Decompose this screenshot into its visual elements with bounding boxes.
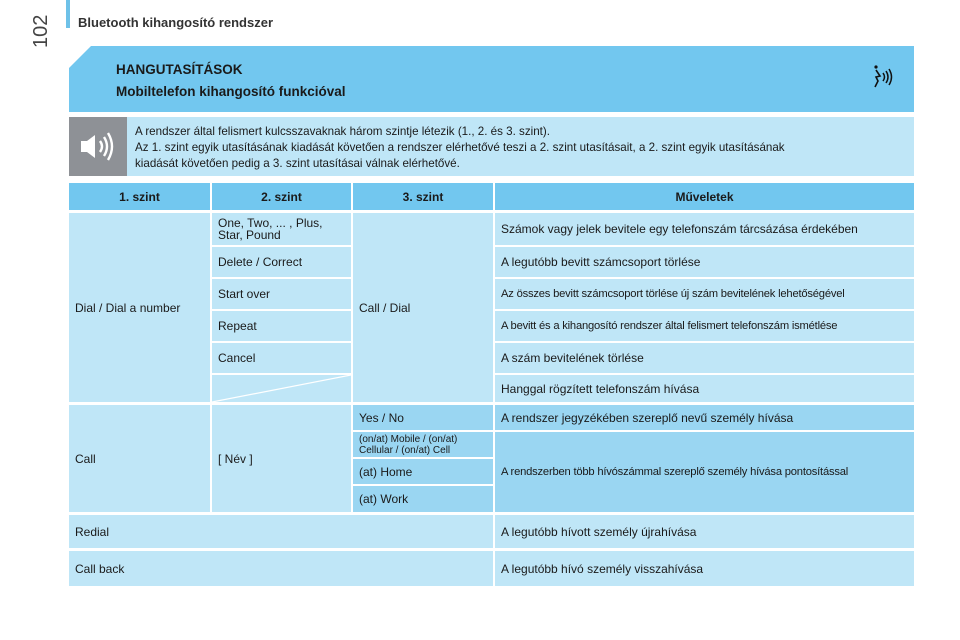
call-action-multiple-numbers: A rendszerben több hívószámmal szereplő személy hívása pontosítással: [495, 432, 914, 512]
numbers-line-2: Star, Pound: [218, 228, 281, 242]
dial-action-repeat: A bevitt és a kihangosító rendszer által felismert telefonszám ismétlése: [495, 311, 914, 341]
header-level-2: 2. szint: [212, 183, 351, 210]
dial-action-voice-tag: Hanggal rögzített telefonszám hívása: [495, 375, 914, 402]
intro-text: [135, 124, 910, 172]
page-number: 102: [30, 14, 52, 48]
running-head-bar: [66, 0, 70, 28]
redial-command: Redial: [69, 515, 493, 548]
dial-level-2-cancel: Cancel: [212, 343, 351, 373]
dial-action-delete: A legutóbb bevitt számcsoport törlése: [495, 247, 914, 277]
callback-command: Call back: [69, 551, 493, 586]
intro-line-1: A rendszer által felismert kulcsszavaknak három szintje létezik (1., 2. és 3. szint).: [135, 125, 550, 138]
call-level-3-home: (at) Home: [353, 459, 493, 484]
dial-level-2-repeat: Repeat: [212, 311, 351, 341]
dial-level-2-delete: Delete / Correct: [212, 247, 351, 277]
dial-action-start-over: Az összes bevitt számcsoport törlése új szám bevitelének lehetőségével: [495, 279, 914, 309]
intro-line-3: kiadását követően pedig a 3. szint utasításai válnak elérhetővé.: [135, 157, 460, 170]
voice-command-table: [69, 183, 914, 586]
intro-box: [69, 117, 914, 176]
mobile-line-1: (on/at) Mobile / (on/at): [359, 433, 458, 445]
call-level-2: [ Név ]: [212, 405, 351, 512]
call-action-name: A rendszer jegyzékében szereplő nevű személy hívása: [495, 405, 914, 430]
empty-cell-diagonal: [212, 375, 351, 402]
call-level-1: Call: [69, 405, 210, 512]
section-title: HANGUTASÍTÁSOK: [116, 62, 243, 77]
dial-level-2-numbers: [212, 213, 351, 245]
header-level-3: 3. szint: [353, 183, 493, 210]
redial-action: A legutóbb hívott személy újrahívása: [495, 515, 914, 548]
intro-line-2: Az 1. szint egyik utasításának kiadását követően a rendszer elérhetővé teszi a 2. szint utasításait, a 2. szint egyik utasításának: [135, 141, 785, 154]
callback-action: A legutóbb hívó személy visszahívása: [495, 551, 914, 586]
section-header: [69, 46, 914, 112]
header-actions: Műveletek: [495, 183, 914, 210]
header-corner-cut: [69, 46, 91, 68]
call-level-3-work: (at) Work: [353, 486, 493, 512]
running-head: Bluetooth kihangosító rendszer: [78, 15, 274, 30]
dial-level-3: Call / Dial: [353, 213, 493, 402]
mobile-line-2: Cellular / (on/at) Cell: [359, 444, 451, 456]
speaker-sound-icon: [69, 117, 127, 176]
dial-level-1: Dial / Dial a number: [69, 213, 210, 402]
voice-command-icon: [868, 62, 898, 92]
dial-level-2-start-over: Start over: [212, 279, 351, 309]
call-level-3-yes-no: Yes / No: [353, 405, 493, 430]
dial-action-numbers: Számok vagy jelek bevitele egy telefonszám tárcsázása érdekében: [495, 213, 914, 245]
call-level-3-mobile: [353, 432, 493, 457]
dial-action-cancel: A szám bevitelének törlése: [495, 343, 914, 373]
section-subtitle: Mobiltelefon kihangosító funkcióval: [116, 84, 346, 99]
header-level-1: 1. szint: [69, 183, 210, 210]
intro-icon-box: [69, 117, 127, 176]
dial-level-2-empty: [212, 375, 351, 402]
numbers-line-1: One, Two, ... , Plus,: [218, 216, 323, 230]
